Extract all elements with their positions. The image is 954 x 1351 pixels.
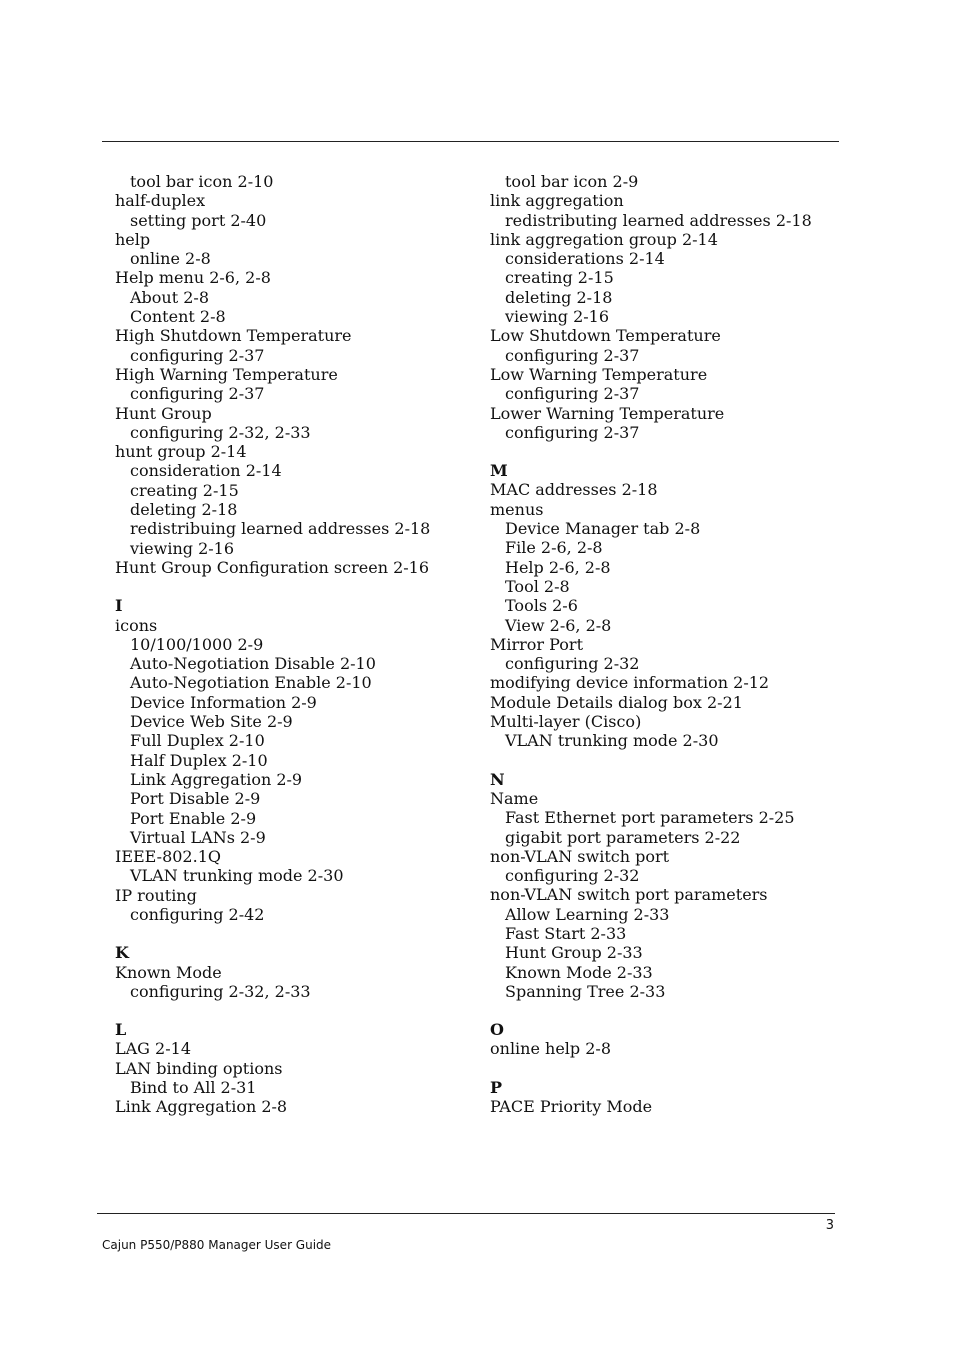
index-subentry: viewing 2-16 bbox=[130, 538, 235, 558]
index-subentry: 10/100/1000 2-9 bbox=[130, 634, 264, 654]
index-subentry: Half Duplex 2-10 bbox=[130, 750, 268, 770]
index-subentry: redistributing learned addresses 2-18 bbox=[505, 210, 812, 230]
index-entry: Known Mode bbox=[115, 962, 222, 982]
index-letter-heading: L bbox=[115, 1020, 127, 1040]
index-subentry: deleting 2-18 bbox=[130, 500, 238, 520]
page-number: 3 bbox=[825, 1218, 834, 1233]
index-entry: Low Shutdown Temperature bbox=[490, 326, 721, 346]
index-entry: Link Aggregation 2-8 bbox=[115, 1097, 288, 1117]
index-subentry: configuring 2-37 bbox=[130, 345, 265, 365]
index-subentry: configuring 2-32 bbox=[505, 866, 640, 886]
index-letter-heading: P bbox=[490, 1077, 503, 1097]
index-subentry: configuring 2-32, 2-33 bbox=[130, 422, 311, 442]
index-entry: IP routing bbox=[115, 885, 197, 905]
index-entry: High Shutdown Temperature bbox=[115, 326, 352, 346]
index-subentry: Content 2-8 bbox=[130, 307, 226, 327]
index-subentry: configuring 2-37 bbox=[505, 422, 640, 442]
index-subentry: online 2-8 bbox=[130, 249, 211, 269]
index-subentry: Known Mode 2-33 bbox=[505, 962, 653, 982]
index-entry: Hunt Group bbox=[115, 403, 212, 423]
index-entry: link aggregation group 2-14 bbox=[490, 229, 718, 249]
index-entry: LAG 2-14 bbox=[115, 1039, 191, 1059]
index-subentry: tool bar icon 2-10 bbox=[130, 172, 274, 191]
index-entry: Mirror Port bbox=[490, 634, 583, 654]
index-entry: Low Warning Temperature bbox=[490, 364, 708, 384]
index-subentry: configuring 2-42 bbox=[130, 904, 265, 924]
index-subentry: creating 2-15 bbox=[130, 480, 239, 500]
index-subentry: About 2-8 bbox=[130, 287, 210, 307]
header-rule bbox=[102, 141, 839, 142]
index-subentry: Tool 2-8 bbox=[505, 576, 570, 596]
index-subentry: Tools 2-6 bbox=[505, 596, 578, 616]
index-subentry: Allow Learning 2-33 bbox=[505, 904, 670, 924]
index-subentry: Auto-Negotiation Disable 2-10 bbox=[130, 654, 376, 674]
index-subentry: Hunt Group 2-33 bbox=[505, 943, 643, 963]
index-subentry: configuring 2-32 bbox=[505, 654, 640, 674]
index-subentry: redistribuing learned addresses 2-18 bbox=[130, 519, 431, 539]
index-subentry: deleting 2-18 bbox=[505, 287, 613, 307]
index-subentry: Auto-Negotiation Enable 2-10 bbox=[130, 673, 372, 693]
index-subentry: gigabit port parameters 2-22 bbox=[505, 827, 741, 847]
index-subentry: Fast Start 2-33 bbox=[505, 923, 627, 943]
index-entry: Name bbox=[490, 788, 539, 808]
index-subentry: setting port 2-40 bbox=[130, 210, 267, 230]
index-subentry: Virtual LANs 2-9 bbox=[130, 827, 266, 847]
index-entry: menus bbox=[490, 499, 544, 519]
index-entry: non-VLAN switch port parameters bbox=[490, 885, 768, 905]
index-subentry: VLAN trunking mode 2-30 bbox=[505, 731, 719, 751]
index-subentry: Bind to All 2-31 bbox=[130, 1078, 257, 1098]
index-subentry: Fast Ethernet port parameters 2-25 bbox=[505, 808, 795, 828]
index-column-left bbox=[115, 172, 475, 1117]
index-entry: Lower Warning Temperature bbox=[490, 403, 725, 423]
index-subentry: configuring 2-32, 2-33 bbox=[130, 981, 311, 1001]
index-column-right bbox=[490, 172, 850, 1116]
index-subentry: configuring 2-37 bbox=[505, 345, 640, 365]
index-entry: PACE Priority Mode bbox=[490, 1097, 653, 1117]
index-entry: help bbox=[115, 229, 151, 249]
index-letter-heading: N bbox=[490, 769, 505, 789]
index-subentry: Device Information 2-9 bbox=[130, 692, 317, 712]
index-subentry: Full Duplex 2-10 bbox=[130, 731, 265, 751]
index-entry: Hunt Group Configuration screen 2-16 bbox=[115, 557, 430, 577]
index-entry: modifying device information 2-12 bbox=[490, 673, 770, 693]
index-entry: Multi-layer (Cisco) bbox=[490, 712, 642, 732]
index-subentry: Device Manager tab 2-8 bbox=[505, 519, 701, 539]
index-entry: Module Details dialog box 2-21 bbox=[490, 692, 743, 712]
index-letter-heading: I bbox=[115, 596, 123, 616]
index-letter-heading: O bbox=[490, 1020, 504, 1040]
index-subentry: Help 2-6, 2-8 bbox=[505, 557, 611, 577]
index-subentry: Device Web Site 2-9 bbox=[130, 712, 293, 732]
index-subentry: tool bar icon 2-9 bbox=[505, 172, 639, 191]
index-subentry: Link Aggregation 2-9 bbox=[130, 769, 303, 789]
index-subentry: File 2-6, 2-8 bbox=[505, 538, 603, 558]
index-subentry: configuring 2-37 bbox=[505, 384, 640, 404]
index-entry: online help 2-8 bbox=[490, 1039, 612, 1059]
index-entry: link aggregation bbox=[490, 191, 624, 211]
index-entry: IEEE-802.1Q bbox=[115, 847, 221, 867]
index-letter-heading: M bbox=[490, 461, 508, 481]
index-entry: MAC addresses 2-18 bbox=[490, 480, 658, 500]
index-subentry: Port Disable 2-9 bbox=[130, 789, 261, 809]
index-subentry: consideration 2-14 bbox=[130, 461, 282, 481]
index-entry: half-duplex bbox=[115, 191, 206, 211]
index-subentry: configuring 2-37 bbox=[130, 384, 265, 404]
index-subentry: viewing 2-16 bbox=[505, 307, 610, 327]
index-entry: icons bbox=[115, 615, 158, 635]
index-letter-heading: K bbox=[115, 943, 129, 963]
index-subentry: VLAN trunking mode 2-30 bbox=[130, 866, 344, 886]
index-entry: Help menu 2-6, 2-8 bbox=[115, 268, 271, 288]
index-subentry: Port Enable 2-9 bbox=[130, 808, 257, 828]
index-subentry: View 2-6, 2-8 bbox=[505, 615, 612, 635]
index-entry: hunt group 2-14 bbox=[115, 442, 247, 462]
index-entry: LAN binding options bbox=[115, 1058, 283, 1078]
footer-title: Cajun P550/P880 Manager User Guide bbox=[102, 1238, 332, 1252]
index-subentry: creating 2-15 bbox=[505, 268, 614, 288]
index-entry: non-VLAN switch port bbox=[490, 846, 670, 866]
index-subentry: Spanning Tree 2-33 bbox=[505, 981, 666, 1001]
index-subentry: considerations 2-14 bbox=[505, 249, 665, 269]
index-entry: High Warning Temperature bbox=[115, 364, 338, 384]
footer-rule bbox=[97, 1213, 835, 1214]
